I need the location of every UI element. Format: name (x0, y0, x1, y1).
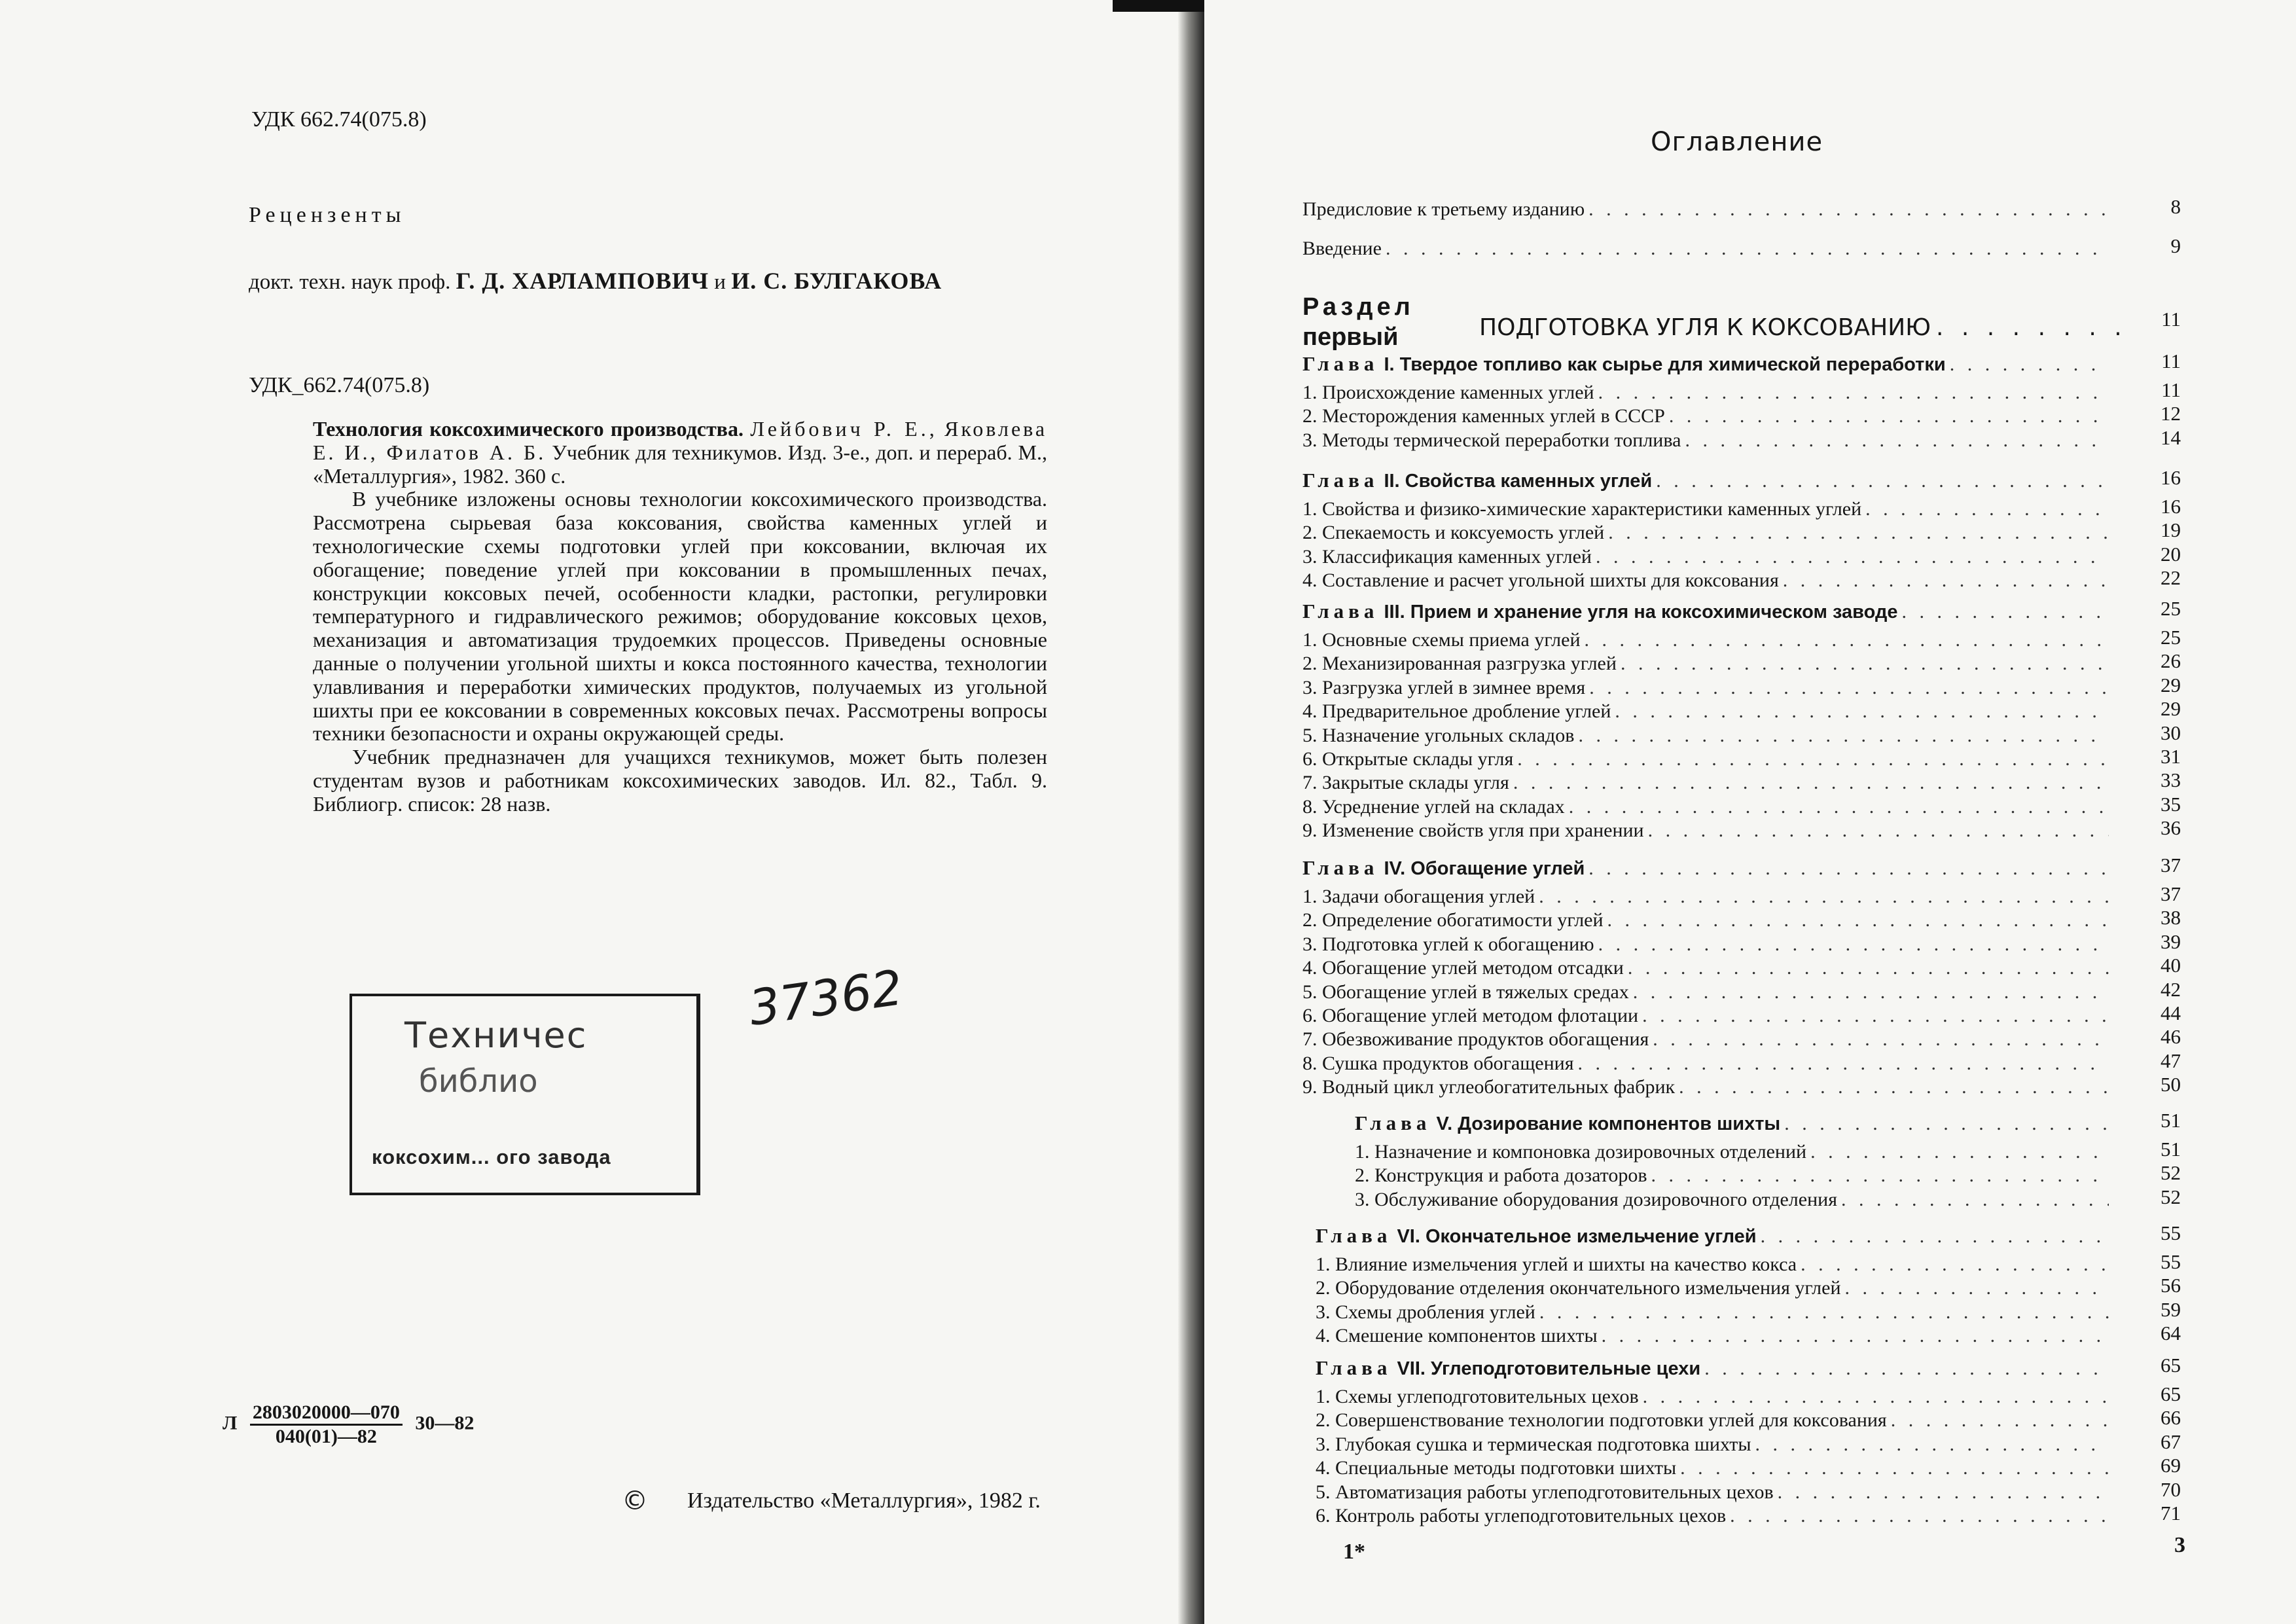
leader-dots (1669, 405, 2109, 428)
leader-dots (1801, 1253, 2109, 1276)
toc-entry-label: 3. Схемы дробления углей (1316, 1301, 1539, 1324)
toc-item (1316, 1385, 2109, 1409)
toc-item (1316, 1504, 2109, 1528)
leader-dots (1778, 1481, 2109, 1504)
toc-entry-label: 3. Методы термической переработки топлива (1302, 429, 1685, 452)
toc-page-number: 11 (2161, 378, 2181, 401)
toc-item (1302, 1028, 2109, 1051)
toc-entry-label: 1. Влияние измельчения углей и шихты на качество кокса (1316, 1253, 1801, 1276)
udk-code-second: УДК_662.74(075.8) (249, 373, 430, 397)
leader-dots (1653, 1028, 2109, 1051)
udk-code-top: УДК 662.74(075.8) (251, 107, 427, 132)
toc-page-number: 31 (2161, 745, 2181, 768)
chapter-prefix: Глава (1302, 469, 1379, 492)
toc-page-number: 35 (2161, 793, 2181, 816)
leader-dots (1761, 1225, 2109, 1248)
toc-entry-label: 1. Задачи обогащения углей (1302, 885, 1539, 909)
chapter-heading (1316, 1356, 1704, 1380)
section-title: ПОДГОТОВКА УГЛЯ К КОКСОВАНИЮ (1479, 314, 1931, 341)
toc-item (1316, 1409, 2109, 1432)
signature-mark: 1* (1343, 1540, 1365, 1564)
toc-item (1302, 1052, 2109, 1075)
chapter-heading (1302, 469, 1656, 493)
reviewer-name-1: Г. Д. ХАРЛАМПОВИЧ (456, 268, 709, 294)
chapter-prefix: Глава (1316, 1356, 1392, 1379)
chapter-title: IV. Обогащение углей (1384, 858, 1585, 879)
toc-entry-label: 6. Контроль работы углеподготовительных цехов (1316, 1504, 1730, 1528)
toc-item (1302, 569, 2109, 592)
toc-entry-label: 2. Оборудование отделения окончательного измельчения углей (1316, 1276, 1845, 1300)
leader-dots (1679, 1075, 2109, 1099)
toc-entry-label: 6. Обогащение углей методом флотации (1302, 1004, 1642, 1028)
leader-dots (1588, 857, 2109, 880)
toc-item (1302, 1004, 2109, 1028)
toc-item (1302, 545, 2109, 569)
toc-page-number: 25 (2161, 597, 2181, 620)
chapter-prefix: Глава (1302, 856, 1379, 879)
book-spine (1178, 0, 1204, 1624)
toc-page-number: 67 (2161, 1430, 2181, 1453)
chapter-prefix: Глава (1316, 1224, 1392, 1247)
stamp-line-3: коксохим... ого завода (372, 1146, 611, 1168)
abstract-paragraph-1: В учебнике изложены основы технологии коксохимического производства. Рассмотрена сырьевая база коксования, свойства каменных углей и технологические схемы подготовки углей при коксовании, включая их обогащение; поведение углей при коксовании в промышленных печах, конструкции коксовых печей, особенности кладки, растопки, регулировки температурного и гидравлического режимов; оборудование коксовых цехов, механизация и автоматизация трудоемких процессов. Приведены основные данные о получении угольной шихты и кокса постоянного качества, технологии улавливания и переработки химических продуктов, получаемых из угольной шихты при ее коксовании в современных коксовых печах. Рассмотрены вопросы техники безопасности и охраны окружающей среды. (313, 487, 1047, 746)
chapter-heading (1302, 856, 1588, 880)
leader-dots (1950, 353, 2109, 376)
toc-entry-label: 2. Месторождения каменных углей в СССР (1302, 405, 1669, 428)
toc-page-number: 55 (2161, 1250, 2181, 1273)
section-label: Раздел (1302, 293, 1414, 321)
toc-item (1302, 885, 2109, 909)
authors-line-2: Яковлева Е. И., Филатов А. Б. (313, 417, 1048, 464)
toc-page-number: 37 (2161, 854, 2181, 876)
leader-dots (1685, 429, 2109, 452)
toc-page-number: 33 (2161, 768, 2181, 791)
leader-dots (1598, 381, 2109, 405)
leader-dots (1656, 469, 2109, 493)
toc-page-number: 65 (2161, 1354, 2181, 1377)
toc-entry-label: 3. Разгрузка углей в зимнее время (1302, 676, 1589, 700)
leader-dots (1621, 652, 2109, 676)
leader-dots (1648, 819, 2109, 842)
toc-page-number: 9 (2170, 234, 2181, 257)
toc-entry-label: 3. Подготовка углей к обогащению (1302, 933, 1598, 956)
reviewers-conjunction: и (714, 270, 726, 294)
toc-page-number: 19 (2161, 518, 2181, 541)
toc-entry-label: 3. Обслуживание оборудования дозировочного отделения (1355, 1188, 1841, 1212)
toc-entry-label: 2. Совершенствование технологии подготовки углей для коксования (1316, 1409, 1891, 1432)
toc-page-number: 39 (2161, 930, 2181, 953)
toc-chapter (1355, 1111, 2109, 1135)
leader-dots (1608, 521, 2109, 545)
toc-item (1316, 1456, 2109, 1480)
toc-chapter (1302, 469, 2109, 492)
toc-entry-label: Введение (1302, 237, 1386, 261)
leader-dots (1784, 1112, 2109, 1136)
leader-dots (1704, 1357, 2109, 1380)
leader-dots (1841, 1188, 2109, 1212)
leader-dots (1386, 237, 2110, 261)
toc-entry-label: 7. Закрытые склады угля (1302, 771, 1513, 795)
toc-page-number: 11 (2161, 350, 2181, 372)
toc-page-number: 44 (2161, 1001, 2181, 1024)
toc-page-number: 50 (2161, 1073, 2181, 1096)
toc-page-number: 71 (2161, 1502, 2181, 1525)
toc-heading: Оглавление (1651, 127, 1823, 157)
toc-entry-label: Предисловие к третьему изданию (1302, 198, 1588, 221)
toc-page-number: 52 (2161, 1185, 2181, 1208)
chapter-prefix: Глава (1302, 600, 1379, 623)
toc-entry-label: 8. Усреднение углей на складах (1302, 795, 1569, 819)
leader-dots (1588, 198, 2110, 221)
toc-item (1302, 429, 2109, 452)
toc-item (1316, 1433, 2109, 1456)
toc-page-number: 12 (2161, 402, 2181, 425)
toc-entry-label: 3. Классификация каменных углей (1302, 545, 1596, 569)
toc-page-number: 22 (2161, 566, 2181, 589)
leader-dots (1589, 676, 2109, 700)
toc-page-number: 29 (2161, 674, 2181, 696)
chapter-heading (1302, 600, 1901, 624)
leader-dots (1628, 956, 2109, 980)
leader-dots (1680, 1456, 2109, 1480)
toc-entry-label: 1. Свойства и физико-химические характеристики каменных углей (1302, 497, 1865, 521)
chapter-title: VII. Углеподготовительные цехи (1397, 1358, 1701, 1379)
toc-item (1302, 628, 2109, 652)
leader-dots (1539, 1301, 2109, 1324)
leader-dots (1578, 1052, 2109, 1075)
catalog-index (223, 1401, 474, 1448)
leader-dots (1607, 909, 2109, 932)
page-number: 3 (2174, 1533, 2185, 1557)
toc-page-number: 46 (2161, 1025, 2181, 1048)
leader-dots (1539, 885, 2109, 909)
chapter-title: VI. Окончательное измельчение углей (1397, 1226, 1757, 1247)
leader-dots (1615, 700, 2109, 723)
toc-entry-label: 2. Конструкция и работа дозаторов (1355, 1164, 1651, 1187)
toc-entry-label: 4. Смешение компонентов шихты (1316, 1324, 1602, 1348)
section-ordinal: первый (1302, 323, 1399, 351)
toc-item (1302, 933, 2109, 956)
toc-entry-label: 5. Назначение угольных складов (1302, 724, 1578, 748)
toc-entry-label: 1. Схемы углеподготовительных цехов (1316, 1385, 1643, 1409)
chapter-title: III. Прием и хранение угля на коксохимическом заводе (1384, 602, 1898, 623)
toc-front-item (1302, 237, 2110, 261)
leader-dots (1891, 1409, 2109, 1432)
toc-page-number: 40 (2161, 954, 2181, 977)
leader-dots (1578, 724, 2109, 748)
leader-dots (1642, 1004, 2109, 1028)
toc-entry-label: 1. Назначение и компоновка дозировочных отделений (1355, 1140, 1810, 1164)
leader-dots (1633, 981, 2109, 1004)
toc-item (1316, 1276, 2109, 1300)
toc-page-number: 51 (2161, 1109, 2181, 1132)
chapter-heading (1355, 1111, 1784, 1136)
toc-entry-label: 1. Основные схемы приема углей (1302, 628, 1585, 652)
toc-page-number: 25 (2161, 626, 2181, 649)
toc-page-number: 29 (2161, 697, 2181, 720)
toc-item (1316, 1301, 2109, 1324)
toc-item (1355, 1140, 2109, 1164)
toc-item (1355, 1164, 2109, 1187)
toc-item (1302, 771, 2109, 795)
abstract-paragraph-2: Учебник предназначен для учащихся техникумов, может быть полезен студентам вузов и работникам коксохимических заводов. Ил. 82., Табл. 9. Библиогр. список: 28 назв. (313, 745, 1047, 816)
toc-item (1302, 1075, 2109, 1099)
toc-page-number: 70 (2161, 1478, 2181, 1501)
toc-chapter (1302, 856, 2109, 880)
toc-page-number: 47 (2161, 1049, 2181, 1072)
toc-entry-label: 3. Глубокая сушка и термическая подготовка шихты (1316, 1433, 1755, 1456)
toc-page-number: 52 (2161, 1161, 2181, 1184)
chapter-title: II. Свойства каменных углей (1384, 471, 1653, 492)
catalog-index-suffix: 30—82 (415, 1412, 475, 1434)
chapter-heading (1316, 1224, 1761, 1248)
toc-item (1302, 676, 2109, 700)
toc-page-number: 38 (2161, 906, 2181, 929)
leader-dots (1598, 933, 2109, 956)
chapter-heading (1302, 352, 1950, 376)
bibliographic-record (313, 418, 1047, 488)
toc-front-item (1302, 198, 2110, 221)
leader-dots (1936, 314, 2134, 341)
toc-page-number: 37 (2161, 882, 2181, 905)
stamp-line-1: Техничес (404, 1015, 588, 1056)
toc-chapter (1302, 600, 2109, 623)
toc-item (1302, 909, 2109, 932)
toc-item (1302, 700, 2109, 723)
reviewers-heading: Рецензенты (249, 203, 406, 227)
section-title-line (1479, 314, 2134, 340)
toc-item (1316, 1481, 2109, 1504)
toc-page-number: 14 (2161, 426, 2181, 449)
chapter-title: I. Твердое топливо как сырье для химической переработки (1384, 354, 1946, 375)
toc-page-number: 30 (2161, 721, 2181, 744)
toc-item (1302, 497, 2109, 521)
leader-dots (1517, 748, 2109, 771)
copyright-icon: © (622, 1486, 648, 1516)
toc-entry-label: 4. Составление и расчет угольной шихты для коксования (1302, 569, 1783, 592)
toc-entry-label: 4. Специальные методы подготовки шихты (1316, 1456, 1680, 1480)
toc-entry-label: 4. Обогащение углей методом отсадки (1302, 956, 1628, 980)
chapter-prefix: Глава (1302, 352, 1379, 375)
leader-dots (1569, 795, 2109, 819)
handwritten-inventory-number: 37362 (745, 960, 906, 1037)
leader-dots (1585, 628, 2109, 652)
toc-page-number: 66 (2161, 1406, 2181, 1429)
leader-dots (1596, 545, 2109, 569)
toc-page-number: 51 (2161, 1138, 2181, 1161)
book-title: Технология коксохимического производства. (313, 417, 744, 441)
authors-line-1: Лейбович Р. Е., (750, 417, 938, 441)
toc-item (1302, 819, 2109, 842)
toc-item (1302, 652, 2109, 676)
toc-entry-label: 2. Механизированная разгрузка углей (1302, 652, 1621, 676)
toc-page-number: 59 (2161, 1298, 2181, 1321)
toc-item (1355, 1188, 2109, 1212)
leader-dots (1651, 1164, 2109, 1187)
toc-page-number: 69 (2161, 1454, 2181, 1477)
toc-entry-label: 9. Изменение свойств угля при хранении (1302, 819, 1648, 842)
toc-entry-label: 4. Предварительное дробление углей (1302, 700, 1615, 723)
catalog-index-numerator: 2803020000—070 (250, 1401, 403, 1426)
toc-page-number: 26 (2161, 649, 2181, 672)
toc-page-number: 42 (2161, 978, 2181, 1001)
toc-entry-label: 8. Сушка продуктов обогащения (1302, 1052, 1578, 1075)
toc-item (1302, 521, 2109, 545)
toc-page-number: 20 (2161, 543, 2181, 566)
toc-page-number: 56 (2161, 1274, 2181, 1297)
catalog-index-fraction (250, 1401, 403, 1448)
toc-item (1302, 405, 2109, 428)
catalog-index-denominator: 040(01)—82 (275, 1426, 377, 1447)
stamp-line-2: библио (419, 1063, 538, 1100)
leader-dots (1783, 569, 2109, 592)
toc-chapter (1316, 1356, 2109, 1380)
bibliographic-abstract (313, 418, 1047, 816)
leader-dots (1755, 1433, 2109, 1456)
toc-page-number: 36 (2161, 816, 2181, 839)
toc-entry-label: 2. Спекаемость и коксуемость углей (1302, 521, 1608, 545)
toc-item (1302, 981, 2109, 1004)
toc-chapter (1316, 1224, 2109, 1248)
toc-item (1302, 795, 2109, 819)
toc-page-number: 8 (2170, 195, 2181, 218)
chapter-title: V. Дозирование компонентов шихты (1436, 1113, 1781, 1134)
toc-item (1302, 724, 2109, 748)
toc-entry-label: 5. Обогащение углей в тяжелых средах (1302, 981, 1633, 1004)
leader-dots (1602, 1324, 2109, 1348)
toc-page-number: 64 (2161, 1322, 2181, 1344)
toc-page-number: 16 (2161, 466, 2181, 489)
toc-entry-label: 5. Автоматизация работы углеподготовительных цехов (1316, 1481, 1778, 1504)
publisher-line: Издательство «Металлургия», 1982 г. (687, 1489, 1041, 1513)
toc-entry-label: 6. Открытые склады угля (1302, 748, 1517, 771)
toc-page-number: 16 (2161, 495, 2181, 518)
toc-item (1302, 381, 2109, 405)
catalog-index-letter: Л (223, 1412, 238, 1434)
leader-dots (1513, 771, 2109, 795)
toc-entry-label: 9. Водный цикл углеобогатительных фабрик (1302, 1075, 1679, 1099)
reviewers-line (249, 267, 942, 295)
toc-page-number: 65 (2161, 1382, 2181, 1405)
toc-item (1316, 1253, 2109, 1276)
leader-dots (1643, 1385, 2109, 1409)
leader-dots (1810, 1140, 2109, 1164)
toc-entry-label: 7. Обезвоживание продуктов обогащения (1302, 1028, 1653, 1051)
library-stamp (350, 994, 700, 1195)
toc-entry-label: 2. Определение обогатимости углей (1302, 909, 1607, 932)
leader-dots (1865, 497, 2109, 521)
section-page-number: 11 (2161, 308, 2181, 331)
toc-item (1302, 956, 2109, 980)
reviewer-name-2: И. С. БУЛГАКОВА (731, 268, 942, 294)
publication-details: Учебник для техникумов. Изд. 3-е., доп. и перераб. М., «Металлургия», 1982. 360 с. (313, 440, 1048, 488)
leader-dots (1730, 1504, 2109, 1528)
reviewers-prefix: докт. техн. наук проф. (249, 270, 451, 294)
toc-entry-label: 1. Происхождение каменных углей (1302, 381, 1598, 405)
toc-page-number: 55 (2161, 1221, 2181, 1244)
toc-item (1302, 748, 2109, 771)
leader-dots (1901, 600, 2109, 624)
leader-dots (1845, 1276, 2109, 1300)
toc-chapter (1302, 352, 2109, 376)
chapter-prefix: Глава (1355, 1111, 1431, 1134)
toc-item (1316, 1324, 2109, 1348)
